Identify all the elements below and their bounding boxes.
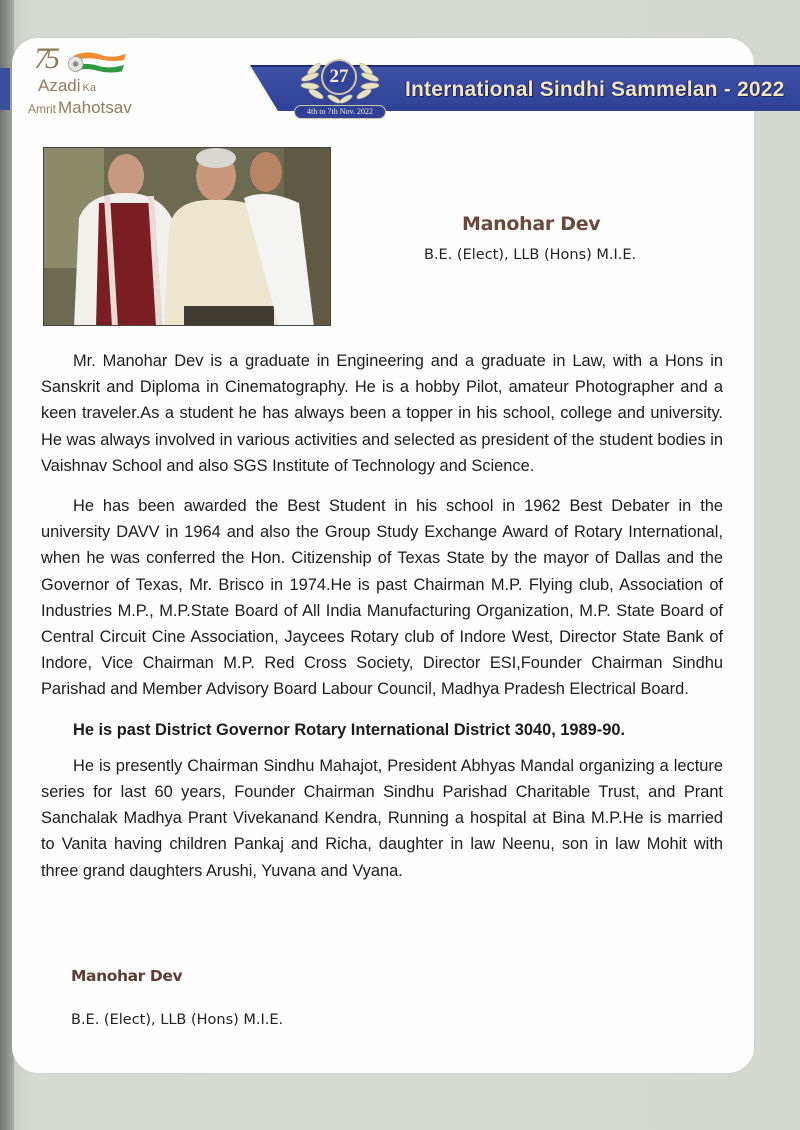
- photo-illustration: [44, 148, 331, 326]
- logo-amrit: Amrit: [28, 102, 56, 116]
- sammelan-emblem: [290, 55, 390, 121]
- bio-paragraph-present: He is presently Chairman Sindhu Mahajot, President Abhyas Mandal organizing a lecture series for last 60 years, Founder Chairman Sindhu Parishad Charitable Trust, and Prant Sanchalak Madhya Prant Vivekanand Kendra, Running a hospital at Bina M.P.He is married to Vanita having children Pankaj and Richa, daughter in law Neenu, son in law Mohit with three grand daughters Arushi, Yuvana and Vyana.: [41, 756, 723, 880]
- event-dates: 4th to 7th Nov. 2022: [294, 105, 386, 119]
- banner-title: International Sindhi Sammelan - 2022: [405, 78, 785, 101]
- azadi-ka-amrit-mahotsav-logo: [28, 44, 178, 118]
- logo-row-2: [28, 97, 132, 119]
- biography: [41, 348, 723, 898]
- bio-paragraph-education: Mr. Manohar Dev is a graduate in Engineering and a graduate in Law, with a Hons in Sanskrit and Diploma in Cinematography. He is a hobby Pilot, amateur Photographer and a keen traveler.As a student he has always been a topper in his school, college and university. He was always involved in various activities and selected as president of the student bodies in Vaishnav School and also SGS Institute of Technology and Science.: [41, 352, 723, 475]
- logo-azadi: Azadi: [38, 76, 81, 95]
- edition-number: 27: [329, 66, 349, 87]
- bio-paragraph-awards: He has been awarded the Best Student in his school in 1962 Best Debater in the university DAVV in 1964 and also the Group Study Exchange Award of Rotary International, when he was conferred the Hon. Citizenship of Texas State by the mayor of Dallas and the Governor of Texas, Mr. Brisco in 1974.He is past Chairman M.P. Flying club, Association of Industries M.P., M.P.State Board of All India Manufacturing Organization, M.P. State Board of Central Circuit Cine Association, Jaycees Rotary club of Indore West, Director State Bank of Indore, Vice Chairman M.P. Red Cross Society, Director ESI,Founder Chairman Sindhu Parishad and Member Advisory Board Labour Council, Madhya Pradesh Electrical Board.: [41, 497, 723, 699]
- signature-name: Manohar Dev: [71, 967, 183, 985]
- logo-mahotsav: Mahotsav: [58, 98, 132, 117]
- binding-tab: [0, 68, 10, 110]
- signature-qualification: B.E. (Elect), LLB (Hons) M.I.E.: [71, 1012, 284, 1028]
- profile-name: Manohar Dev: [462, 213, 601, 235]
- bio-highlight-district-governor: He is past District Governor Rotary International District 3040, 1989-90.: [73, 720, 626, 739]
- logo-ka: Ka: [82, 82, 96, 94]
- flag-icon: [64, 50, 130, 76]
- logo-row-1: [38, 76, 96, 96]
- logo-number: 75: [34, 42, 56, 75]
- profile-qualification: B.E. (Elect), LLB (Hons) M.I.E.: [424, 247, 637, 263]
- profile-photo: [43, 147, 331, 326]
